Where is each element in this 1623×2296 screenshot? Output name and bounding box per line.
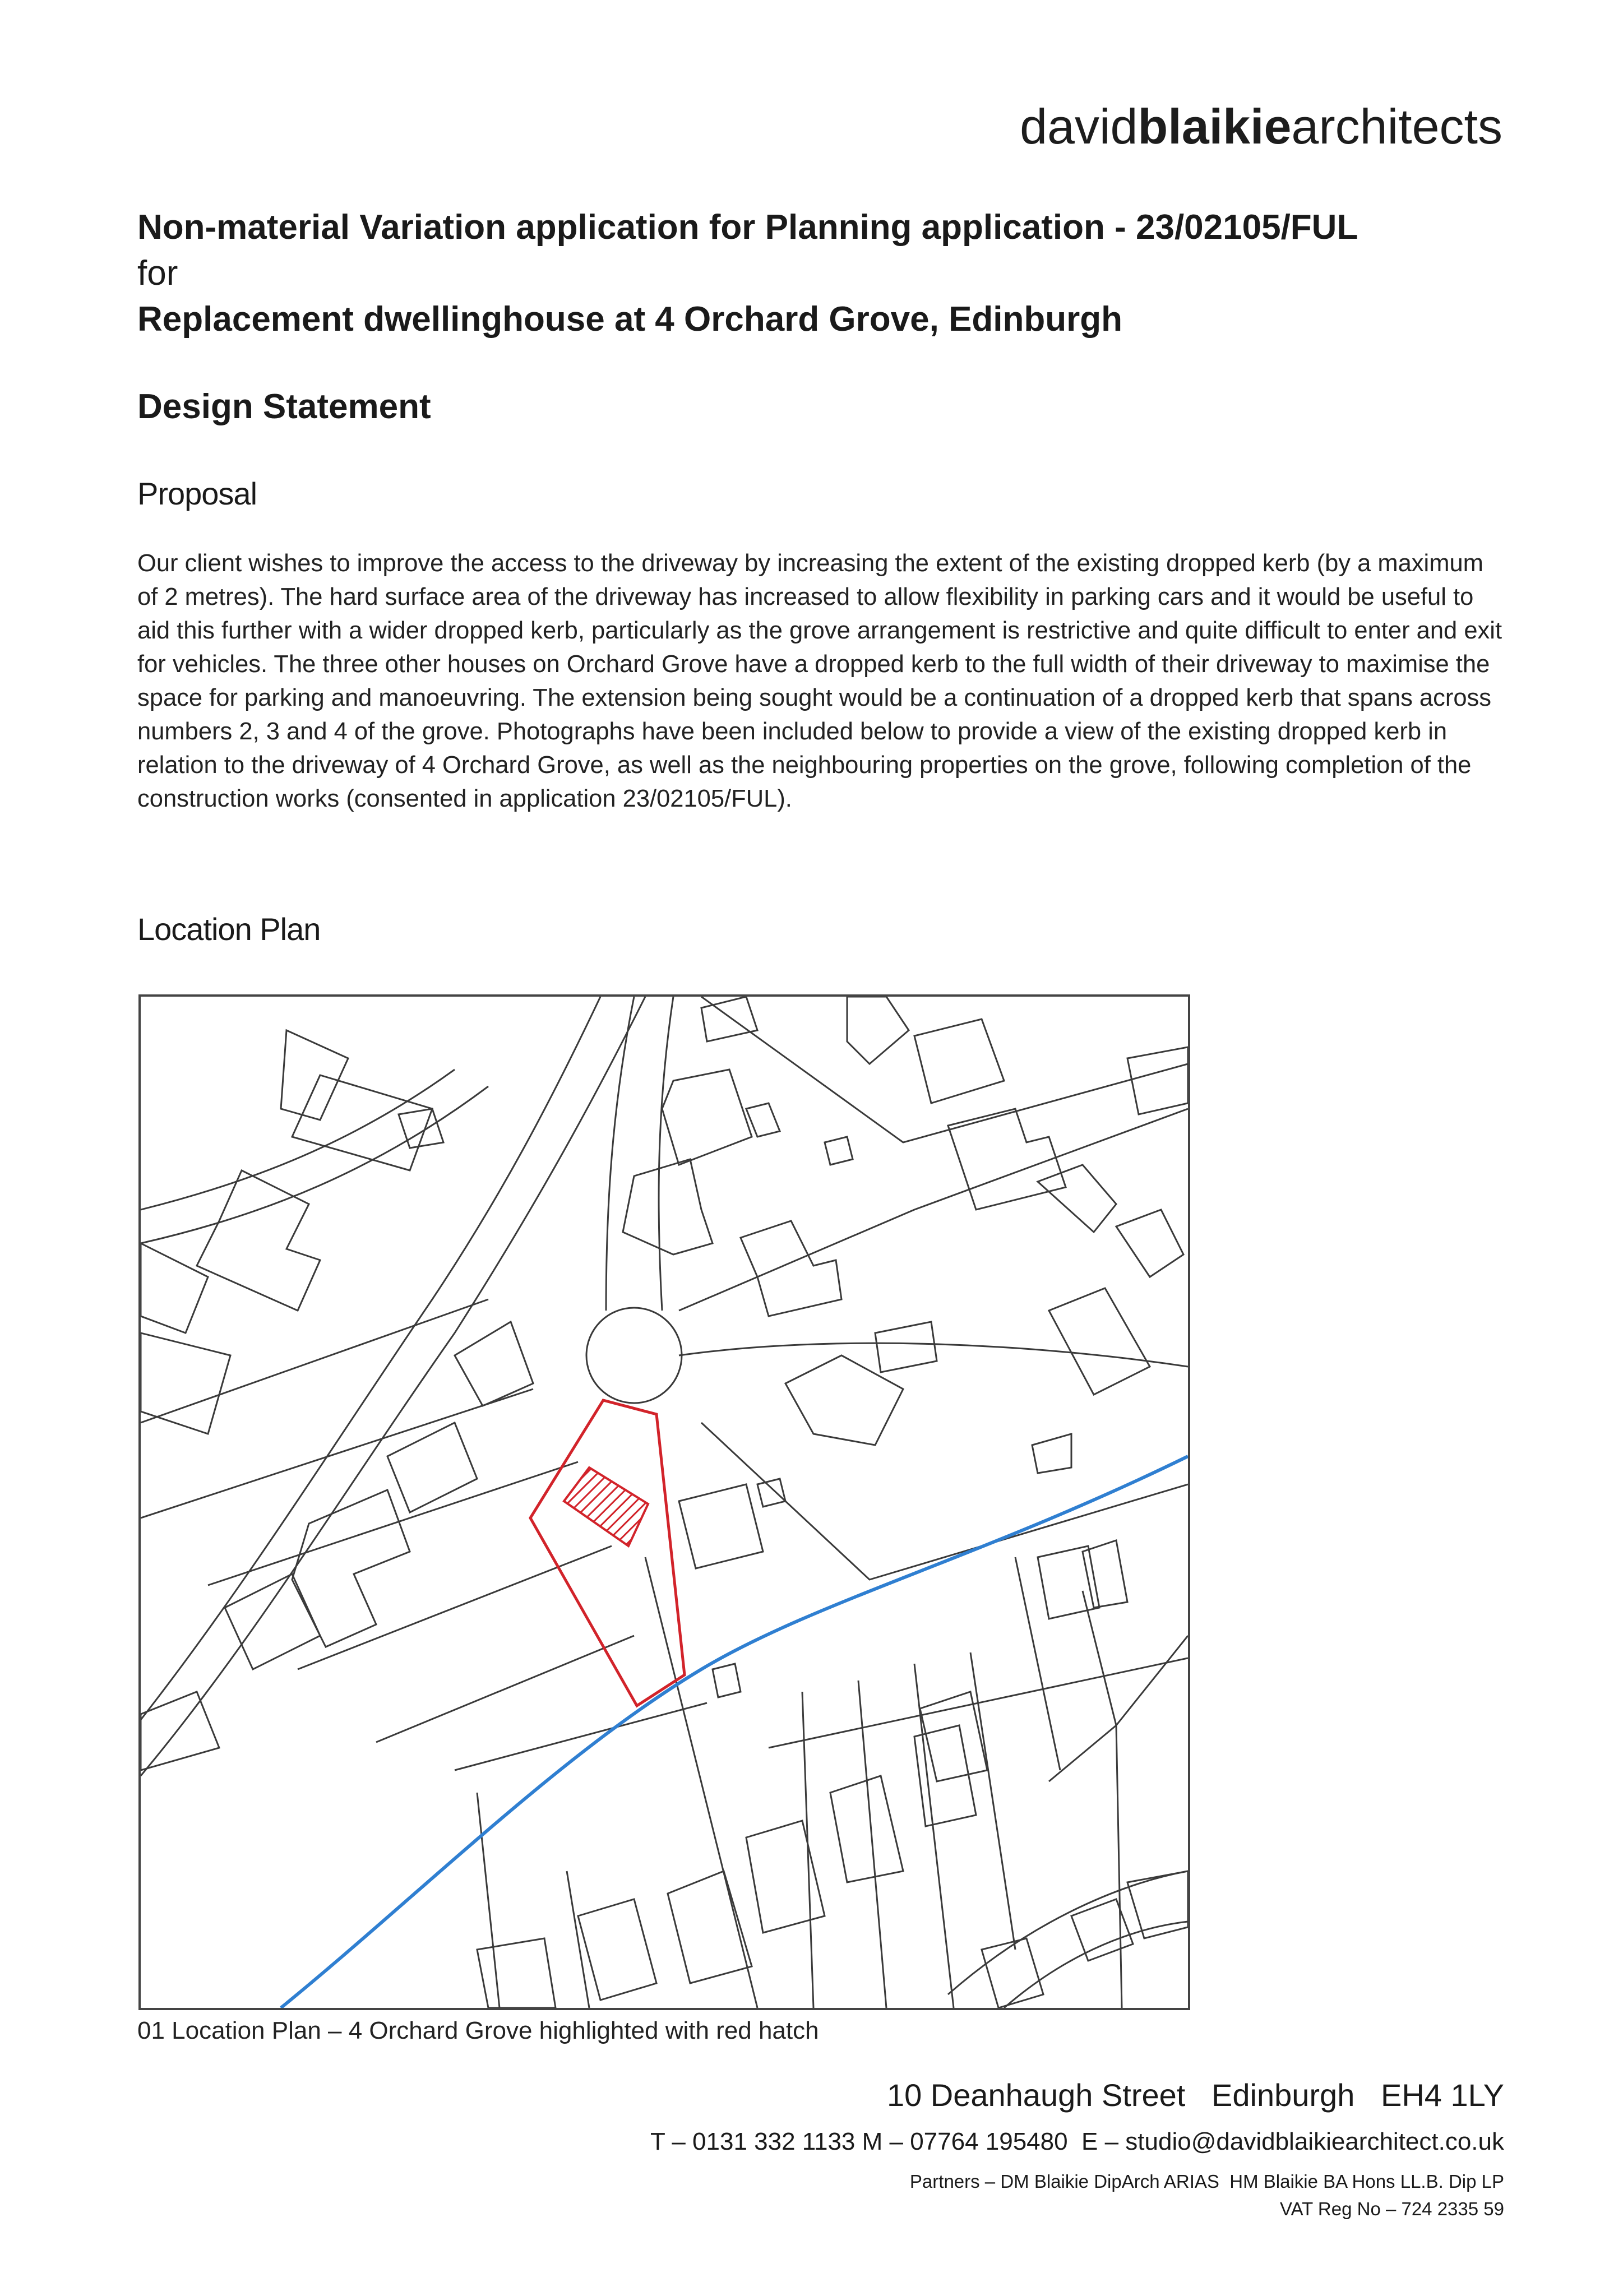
design-statement-heading: Design Statement (137, 387, 431, 426)
location-plan-drawing (141, 997, 1188, 2008)
location-plan-caption: 01 Location Plan – 4 Orchard Grove highlighted with red hatch (137, 2017, 819, 2044)
title-line-application: Non-material Variation application for Planning application - 23/02105/FUL (137, 208, 1358, 247)
location-plan-map (138, 994, 1190, 2010)
logo-part-david: david (1020, 99, 1138, 154)
proposal-body: Our client wishes to improve the access to the driveway by increasing the extent of the existing dropped kerb (by a maximum of 2 metres). The hard surface area of the driveway has increased to allow flexibility in parking cars and it would be useful to aid this further with a wider dropped kerb, particularly as the grove arrangement is restrictive and quite difficult to enter and exit for vehicles. The three other houses on Orchard Grove have a dropped kerb to the full width of their driveway to maximise the space for parking and manoeuvring. The extension being sought would be a continuation of a dropped kerb that spans across numbers 2, 3 and 4 of the grove. Photographs have been included below to provide a view of the existing dropped kerb in relation to the driveway of 4 Orchard Grove, as well as the neighbouring properties on the grove, following completion of the construction works (consented in application 23/02105/FUL). (137, 550, 1502, 812)
map-linework (141, 997, 1188, 2008)
title-line-project: Replacement dwellinghouse at 4 Orchard Grove, Edinburgh (137, 300, 1123, 339)
site-dwelling-hatch (564, 1468, 648, 1546)
logo-part-architects: architects (1291, 99, 1502, 154)
proposal-heading: Proposal (137, 476, 257, 511)
site-boundary-outline (530, 1400, 685, 1706)
footer-vat: VAT Reg No – 724 2335 59 (1280, 2198, 1504, 2219)
title-line-for: for (137, 254, 178, 293)
footer-contact: T – 0131 332 1133 M – 07764 195480 E – studio@davidblaikiearchitect.co.uk (650, 2128, 1504, 2155)
location-plan-heading: Location Plan (137, 911, 321, 947)
logo-part-blaikie: blaikie (1138, 99, 1292, 154)
company-logo (1020, 98, 1502, 155)
footer-address: 10 Deanhaugh Street Edinburgh EH4 1LY (886, 2077, 1504, 2113)
footer-partners: Partners – DM Blaikie DipArch ARIAS HM Blaikie BA Hons LL.B. Dip LP (909, 2171, 1504, 2192)
document-title (137, 205, 1511, 342)
